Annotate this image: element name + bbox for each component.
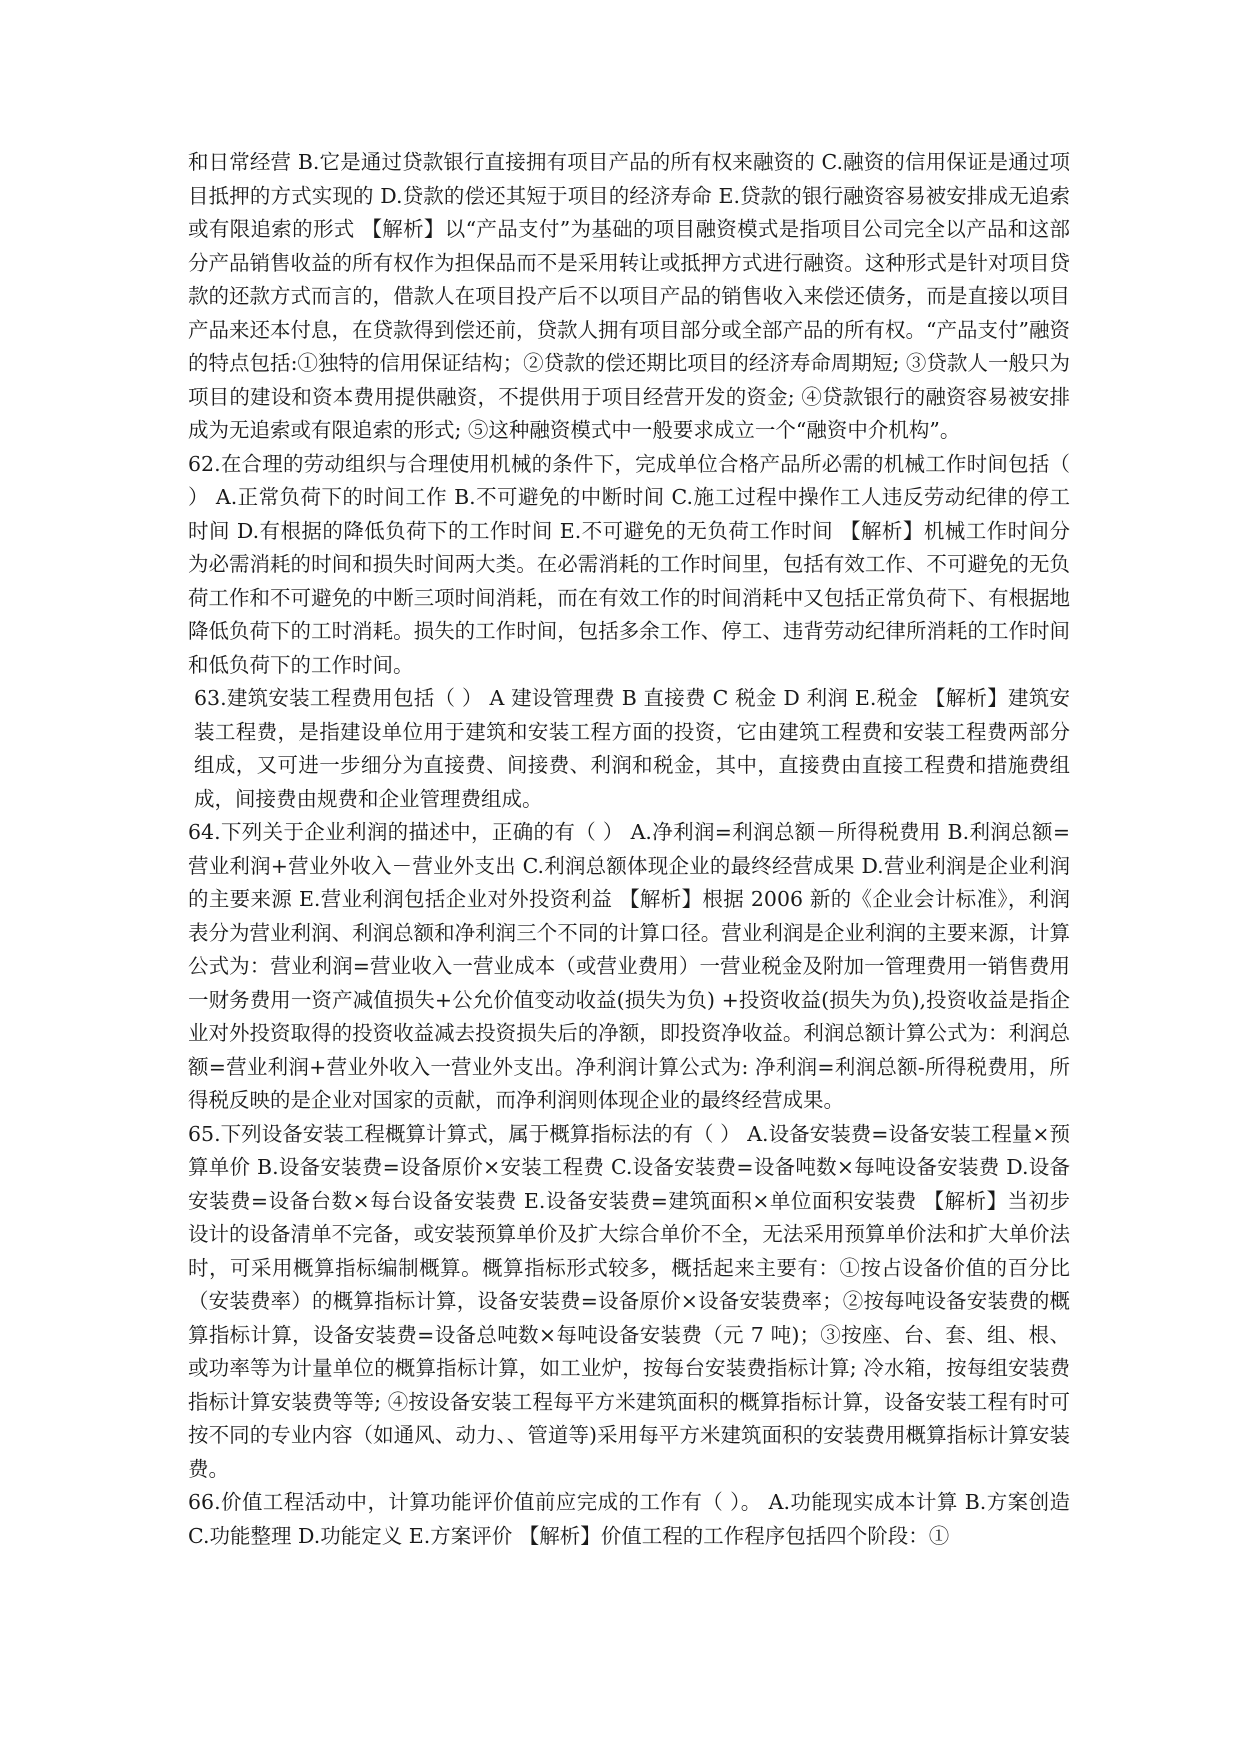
paragraph-question-66: 66.价值工程活动中，计算功能评价值前应完成的工作有（ ）。 A.功能现实成本计算 B.方案创造 C.功能整理 D.功能定义 E.方案评价 【解析】价值工程的工作程序包括四个阶段：① [188, 1490, 1070, 1548]
paragraph-question-64: 64.下列关于企业利润的描述中，正确的有（ ） A.净利润=利润总额－所得税费用 B.利润总额=营业利润+营业外收入－营业外支出 C.利润总额体现企业的最终经营成果 D.营业利润是企业利润的主要来源 E.营业利润包括企业对外投资利益 【解析】根据 2006 新的《企业会计标准》，利润表分为营业利润、利润总额和净利润三个不同的计算口径。营业利润是企业利润的主要来源，计算公式为：营业利润=营业收入一营业成本（或营业费用）一营业税金及附加一管理费用一销售费用一财务费用一资产减值损失+公允价值变动收益(损失为负) +投资收益(损失为负),投资收益是指企业对外投资取得的投资收益减去投资损失后的净额，即投资净收益。利润总额计算公式为：利润总额=营业利润+营业外收入一营业外支出。净利润计算公式为: 净利润=利润总额-所得税费用，所得税反映的是企业对国家的贡献，而净利润则体现企业的最终经营成果。 [188, 820, 1070, 1112]
paragraph-question-62: 62.在合理的劳动组织与合理使用机械的条件下，完成单位合格产品所必需的机械工作时间包括（ ） A.正常负荷下的时间工作 B.不可避免的中断时间 C.施工过程中操作工人违反劳动纪律的停工时间 D.有根据的降低负荷下的工作时间 E.不可避免的无负荷工作时间 【解析】机械工作时间分为必需消耗的时间和损失时间两大类。在必需消耗的工作时间里，包括有效工作、不可避免的无负荷工作和不可避免的中断三项时间消耗，而在有效工作的时间消耗中又包括正常负荷下、有根据地降低负荷下的工时消耗。损失的工作时间，包括多余工作、停工、违背劳动纪律所消耗的工作时间和低负荷下的工作时间。 [188, 451, 1070, 677]
paragraph-question-63: 63.建筑安装工程费用包括（ ） A 建设管理费 B 直接费 C 税金 D 利润 E.税金 【解析】建筑安装工程费，是指建设单位用于建筑和安装工程方面的投资，它由建筑工程费和安装工程费两部分组成，又可进一步细分为直接费、间接费、利润和税金，其中，直接费由直接工程费和措施费组成，间接费由规费和企业管理费组成。 [194, 686, 1070, 811]
paragraph-61-continued: 和日常经营 B.它是通过贷款银行直接拥有项目产品的所有权来融资的 C.融资的信用保证是通过项目抵押的方式实现的 D.贷款的偿还其短于项目的经济寿命 E.贷款的银行融资容易被安排成无追索或有限追索的形式 【解析】以“产品支付”为基础的项目融资模式是指项目公司完全以产品和这部分产品销售收益的所有权作为担保品而不是采用转让或抵押方式进行融资。这种形式是针对项目贷款的还款方式而言的，借款人在项目投产后不以项目产品的销售收入来偿还债务，而是直接以项目产品来还本付息，在贷款得到偿还前，贷款人拥有项目部分或全部产品的所有权。“产品支付”融资的特点包括:①独特的信用保证结构；②贷款的偿还期比项目的经济寿命周期短; ③贷款人一般只为项目的建设和资本费用提供融资，不提供用于项目经营开发的资金; ④贷款银行的融资容易被安排成为无追索或有限追索的形式; ⑤这种融资模式中一般要求成立一个“融资中介机构”。 [188, 150, 1070, 442]
paragraph-question-65: 65.下列设备安装工程概算计算式，属于概算指标法的有（ ） A.设备安装费=设备安装工程量×预算单价 B.设备安装费=设备原价×安装工程费 C.设备安装费=设备吨数×每吨设备安装费 D.设备安装费=设备台数×每台设备安装费 E.设备安装费=建筑面积×单位面积安装费 【解析】当初步设计的设备清单不完备，或安装预算单价及扩大综合单价不全，无法采用预算单价法和扩大单价法时，可采用概算指标编制概算。概算指标形式较多，概括起来主要有：①按占设备价值的百分比（安装费率）的概算指标计算，设备安装费=设备原价×设备安装费率；②按每吨设备安装费的概算指标计算，设备安装费=设备总吨数×每吨设备安装费（元 7 吨)；③按座、台、套、组、根、或功率等为计量单位的概算指标计算，如工业炉，按每台安装费指标计算; 冷水箱，按每组安装费指标计算安装费等等; ④按设备安装工程每平方米建筑面积的概算指标计算，设备安装工程有时可按不同的专业内容（如通风、动力、、管道等)采用每平方米建筑面积的安装费用概算指标计算安装费。 [188, 1121, 1070, 1481]
document-page [188, 146, 1070, 1553]
